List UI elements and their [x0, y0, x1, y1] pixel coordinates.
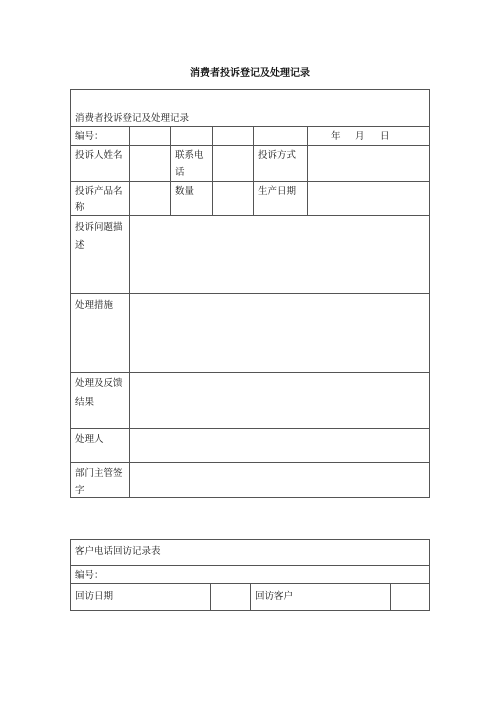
- document-title: 消费者投诉登记及处理记录: [190, 68, 310, 79]
- handler-label: 处理人: [75, 434, 104, 445]
- product-name-label-line1: 投诉产品名: [75, 186, 123, 197]
- issue-description-label-line2: 述: [75, 240, 85, 251]
- date-year-label: 年: [331, 131, 341, 142]
- column-divider: [253, 126, 254, 215]
- complaint-form-header: 消费者投诉登记及处理记录: [75, 113, 190, 124]
- contact-phone-label-line2: 话: [175, 167, 185, 178]
- handling-result-label-line1: 处理及反馈: [75, 378, 123, 389]
- row-divider: [70, 181, 430, 182]
- callback-customer-label: 回访客户: [255, 591, 294, 602]
- issue-description-label-line1: 投诉问题描: [75, 222, 123, 233]
- supervisor-signature-label-line1: 部门主管签: [75, 468, 123, 479]
- column-divider: [170, 126, 171, 215]
- callback-date-label: 回访日期: [75, 591, 114, 602]
- row-divider: [70, 215, 430, 216]
- callback-number-label: 编号：: [75, 570, 104, 581]
- column-divider: [390, 583, 391, 611]
- column-divider: [250, 583, 251, 611]
- column-divider: [212, 126, 213, 215]
- callback-form-header: 客户电话回访记录表: [75, 546, 161, 557]
- production-date-label: 生产日期: [258, 186, 297, 197]
- handling-measures-label: 处理措施: [75, 300, 114, 311]
- row-divider: [70, 293, 430, 294]
- complaint-method-label: 投诉方式: [258, 150, 297, 161]
- row-divider: [70, 372, 430, 373]
- column-divider: [129, 126, 130, 498]
- quantity-label: 数量: [175, 186, 195, 197]
- column-divider: [210, 583, 211, 611]
- contact-phone-label-line1: 联系电: [175, 150, 204, 161]
- row-divider: [70, 565, 430, 566]
- row-divider: [70, 462, 430, 463]
- product-name-label-line2: 称: [75, 202, 85, 213]
- date-day-label: 日: [380, 131, 390, 142]
- complaint-number-label: 编号：: [75, 131, 104, 142]
- date-month-label: 月: [355, 131, 365, 142]
- row-divider: [70, 145, 430, 146]
- column-divider: [307, 126, 308, 215]
- handling-result-label-line2: 结果: [75, 397, 95, 408]
- row-divider: [70, 428, 430, 429]
- complainant-name-label: 投诉人姓名: [75, 150, 123, 161]
- supervisor-signature-label-line2: 字: [75, 485, 85, 496]
